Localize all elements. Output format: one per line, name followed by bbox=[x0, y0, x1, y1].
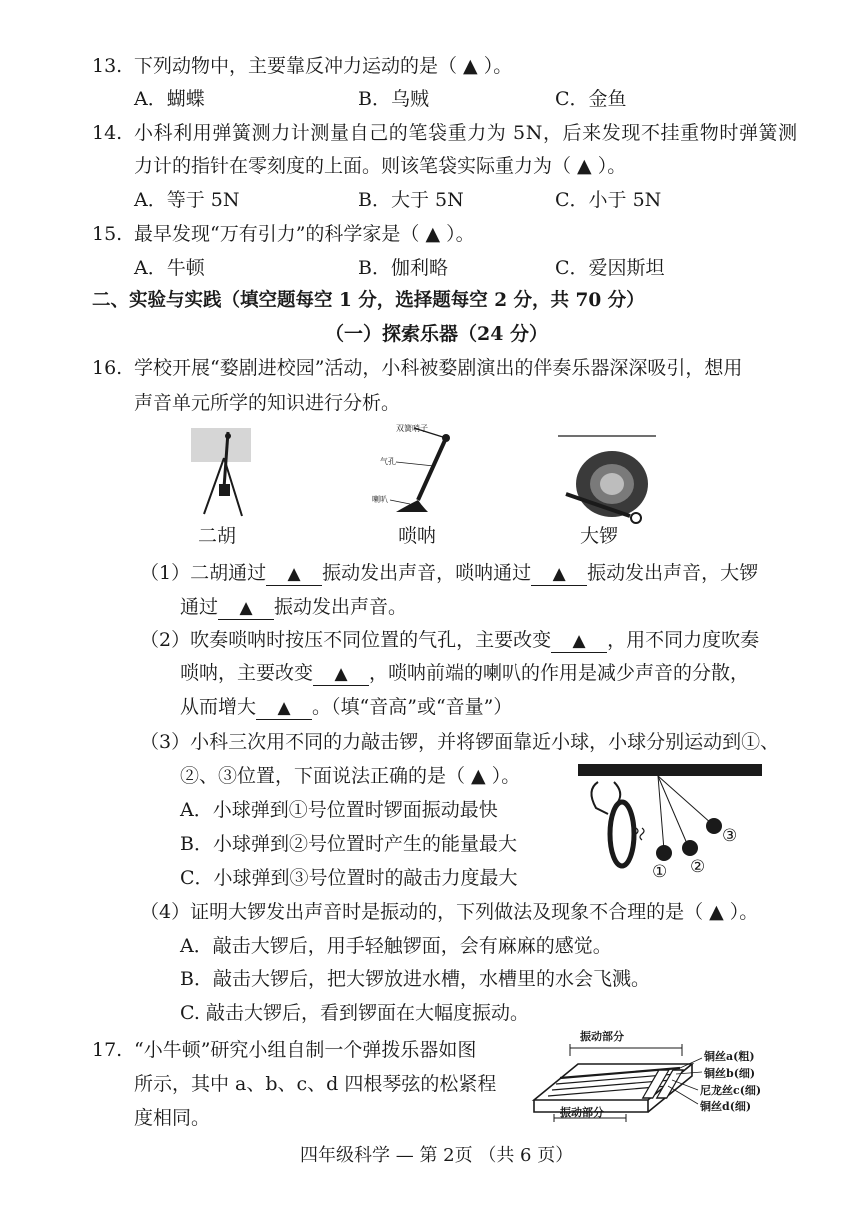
instrument-label-bottom: 振动部分 bbox=[560, 1106, 604, 1119]
q16-line1: 学校开展“婺剧进校园”活动，小科被婺剧演出的伴奏乐器深深吸引，想用 bbox=[134, 357, 743, 379]
q13-option-b: B．乌贼 bbox=[358, 88, 429, 110]
q16-p1-text-e: 振动发出声音。 bbox=[274, 596, 408, 618]
q16-p3-option-b: B．小球弹到②号位置时产生的能量最大 bbox=[180, 833, 517, 855]
q16-p2-text-f: 。（填“音高”或“音量”） bbox=[312, 696, 513, 718]
q15-stem: 最早发现“万有引力”的科学家是（ ▲ ）。 bbox=[134, 223, 475, 245]
q16-p1-blank-2[interactable]: ▲ bbox=[531, 563, 587, 586]
q16-p2-blank-3[interactable]: ▲ bbox=[256, 697, 312, 720]
q16-p4-line1: （4）证明大锣发出声音时是振动的，下列做法及现象不合理的是（ ▲ ）。 bbox=[140, 901, 759, 923]
q16-p4-option-b: B．敲击大锣后，把大锣放进水槽，水槽里的水会飞溅。 bbox=[180, 968, 650, 990]
pendulum-mark-3: ③ bbox=[722, 826, 738, 846]
pendulum-ball-1 bbox=[656, 845, 672, 861]
pendulum-mark-1: ① bbox=[652, 862, 668, 882]
q13-option-c: C．金鱼 bbox=[555, 88, 627, 110]
suona-label-hole: 气孔 bbox=[380, 457, 396, 466]
q16-p2-blank-2[interactable]: ▲ bbox=[313, 663, 369, 686]
suona-caption: 唢呐 bbox=[398, 525, 437, 547]
q14-number: 14. bbox=[92, 122, 123, 144]
q16-p1-text-d: 通过 bbox=[180, 596, 219, 618]
string-label-a: 铜丝a(粗) bbox=[704, 1050, 755, 1063]
q16-p1-text-c: 振动发出声音，大锣 bbox=[587, 562, 759, 584]
q13-stem: 下列动物中，主要靠反冲力运动的是（ ▲ ）。 bbox=[134, 55, 513, 77]
q16-number: 16. bbox=[92, 357, 123, 379]
q16-p1-line2 bbox=[180, 594, 407, 620]
q16-p1-blank-1[interactable]: ▲ bbox=[266, 563, 322, 586]
q14-option-b: B．大于 5N bbox=[358, 189, 464, 211]
pendulum-ball-2 bbox=[682, 840, 698, 856]
q16-p2-text-d: ，唢呐前端的喇叭的作用是减少声音的分散， bbox=[369, 662, 750, 684]
erhu-caption: 二胡 bbox=[198, 525, 237, 547]
q17-line1: “小牛顿”研究小组自制一个弹拨乐器如图 bbox=[134, 1039, 477, 1061]
q15-option-b: B．伽利略 bbox=[358, 257, 448, 279]
string-label-c: 尼龙丝c(细) bbox=[700, 1084, 762, 1097]
q16-p3-line2: ②、③位置，下面说法正确的是（ ▲ ）。 bbox=[180, 765, 521, 787]
q16-p2-blank-1[interactable]: ▲ bbox=[551, 630, 607, 653]
q14-line1: 小科利用弹簧测力计测量自己的笔袋重力为 5N，后来发现不挂重物时弹簧测 bbox=[134, 122, 798, 144]
gong-caption: 大锣 bbox=[580, 525, 619, 547]
gong-figure bbox=[556, 432, 660, 524]
q14-option-c: C．小于 5N bbox=[555, 189, 662, 211]
q16-p1-line1 bbox=[140, 560, 758, 586]
q16-p1-blank-3[interactable]: ▲ bbox=[218, 597, 274, 620]
q16-p3-option-a: A．小球弹到①号位置时锣面振动最快 bbox=[180, 799, 498, 821]
string-label-b: 铜丝b(细) bbox=[704, 1067, 756, 1080]
q17-number: 17. bbox=[92, 1039, 123, 1061]
suona-label-horn: 喇叭 bbox=[372, 495, 388, 504]
section-title: 二、实验与实践（填空题每空 1 分，选择题每空 2 分，共 70 分） bbox=[92, 290, 645, 311]
q16-p2-text-b: ，用不同力度吹奏 bbox=[607, 629, 760, 651]
q16-p2-line2 bbox=[180, 660, 749, 686]
q16-p2-text-c: 唢呐，主要改变 bbox=[180, 662, 314, 684]
q16-p4-option-a: A．敲击大锣后，用手轻触锣面，会有麻麻的感觉。 bbox=[180, 935, 612, 957]
page-footer: 四年级科学 — 第 2页 （共 6 页） bbox=[300, 1145, 574, 1166]
q16-p1-text-b: 振动发出声音，唢呐通过 bbox=[322, 562, 532, 584]
erhu-figure bbox=[188, 428, 258, 520]
q17-line2: 所示，其中 a、b、c、d 四根琴弦的松紧程 bbox=[134, 1073, 497, 1095]
q13-option-a: A．蝴蝶 bbox=[134, 88, 205, 110]
pendulum-figure bbox=[578, 762, 764, 888]
q16-p3-option-c: C．小球弹到③号位置时的敲击力度最大 bbox=[180, 867, 518, 889]
q16-p3-line1: （3）小科三次用不同的力敲击锣，并将锣面靠近小球，小球分别运动到①、 bbox=[140, 731, 780, 753]
q16-line2: 声音单元所学的知识进行分析。 bbox=[134, 392, 401, 414]
q16-p1-text-a: （1）二胡通过 bbox=[140, 562, 267, 584]
q16-p4-option-c: C. 敲击大锣后，看到锣面在大幅度振动。 bbox=[180, 1002, 529, 1024]
q16-p2-text-e: 从而增大 bbox=[180, 696, 257, 718]
q16-p2-line3 bbox=[180, 694, 512, 720]
suona-label-reed: 双簧哨子 bbox=[396, 424, 428, 433]
q15-number: 15. bbox=[92, 223, 123, 245]
q16-p2-text-a: （2）吹奏唢呐时按压不同位置的气孔，主要改变 bbox=[140, 629, 552, 651]
pendulum-ball-3 bbox=[706, 818, 722, 834]
section-part-title: （一）探索乐器（24 分） bbox=[325, 323, 549, 345]
instrument-label-top: 振动部分 bbox=[580, 1030, 624, 1043]
q14-option-a: A．等于 5N bbox=[134, 189, 240, 211]
q17-line3: 度相同。 bbox=[134, 1107, 211, 1129]
q13-number: 13. bbox=[92, 55, 123, 77]
q14-line2: 力计的指针在零刻度的上面。则该笔袋实际重力为（ ▲ ）。 bbox=[134, 155, 627, 177]
q16-p2-line1 bbox=[140, 627, 759, 653]
pendulum-mark-2: ② bbox=[690, 857, 706, 877]
q15-option-c: C．爱因斯坦 bbox=[555, 257, 665, 279]
string-label-d: 铜丝d(细) bbox=[700, 1100, 752, 1113]
q15-option-a: A．牛顿 bbox=[134, 257, 205, 279]
